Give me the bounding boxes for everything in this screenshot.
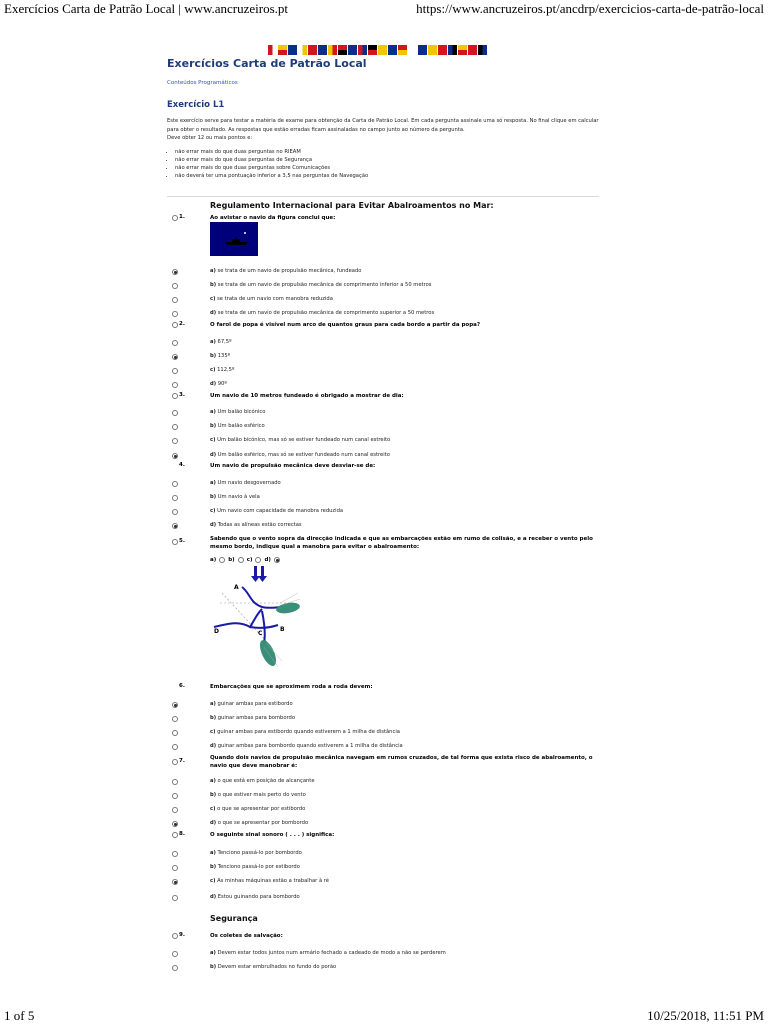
question-status-radio <box>172 933 178 939</box>
signal-flag <box>278 45 287 55</box>
option-letter: b) <box>210 282 217 288</box>
signal-flag <box>418 45 427 55</box>
signal-flag <box>458 45 467 55</box>
signal-flag <box>478 45 487 55</box>
question-number: 7. <box>179 758 185 764</box>
option-letter: b) <box>210 353 217 359</box>
question-row <box>0 754 768 774</box>
answer-radio[interactable] <box>172 410 178 416</box>
option-label: Tenciono passá-lo por estibordo <box>217 864 300 870</box>
answer-radio[interactable] <box>172 730 178 736</box>
print-timestamp: 10/25/2018, 11:51 PM <box>647 1008 764 1023</box>
answer-option-text <box>210 864 300 870</box>
question-status-radio <box>172 322 178 328</box>
answer-option[interactable] <box>0 522 768 534</box>
option-label: Um navio desgovernado <box>217 480 281 486</box>
answer-radio[interactable] <box>172 807 178 813</box>
category-title-seguranca: Segurança <box>210 914 258 923</box>
option-label: se trata de um navio de propulsão mecânica, fundeado <box>217 268 362 274</box>
answer-option[interactable] <box>0 792 768 804</box>
answer-option[interactable] <box>0 339 768 351</box>
option-label: se trata de um navio de propulsão mecânica de comprimento inferior a 50 metros <box>217 282 432 288</box>
option-letter: a) <box>210 480 216 486</box>
question-row <box>0 683 768 695</box>
option-letter: a) <box>210 268 216 274</box>
answer-option-text <box>210 494 260 500</box>
option-label: o que se apresentar por bombordo <box>217 820 309 826</box>
option-letter: c) <box>246 557 253 563</box>
signal-flag <box>338 45 347 55</box>
answer-option-text <box>210 701 293 707</box>
question-number: 5. <box>179 538 185 544</box>
option-letter: d) <box>210 894 217 900</box>
answer-option[interactable] <box>0 353 768 365</box>
option-letter: d) <box>210 310 217 316</box>
label-d: D <box>214 628 219 635</box>
signal-flag <box>298 45 307 55</box>
option-letter: a) <box>210 557 217 563</box>
answer-option-text <box>210 743 403 749</box>
answer-option-text <box>210 268 361 274</box>
answer-option-text <box>210 423 265 429</box>
site-title: Exercícios Carta de Patrão Local <box>167 57 367 70</box>
question-text: Um navio de 10 metros fundeado é obrigado a mostrar de dia: <box>210 393 404 399</box>
option-letter: c) <box>210 367 216 373</box>
answer-option[interactable] <box>0 310 768 322</box>
question-row <box>0 392 768 404</box>
option-letter: b) <box>228 557 235 563</box>
signal-flag <box>288 45 297 55</box>
signal-flag <box>268 45 277 55</box>
rule-item: • não errar mais do que duas perguntas sobre Comunicações <box>175 164 607 172</box>
answer-option[interactable] <box>0 964 768 976</box>
question-number: 8. <box>179 831 185 837</box>
signal-flag <box>388 45 397 55</box>
label-c: C <box>258 630 263 637</box>
answer-option[interactable] <box>0 480 768 492</box>
signal-flag <box>358 45 367 55</box>
signal-flag <box>428 45 437 55</box>
intro-block <box>167 117 607 180</box>
answer-radio[interactable] <box>172 382 178 388</box>
answer-radio[interactable] <box>172 495 178 501</box>
answer-radio[interactable] <box>172 851 178 857</box>
answer-option-text <box>210 729 400 735</box>
option-label: o que estiver mais perto do vento <box>217 792 306 798</box>
option-letter: d) <box>210 743 217 749</box>
answer-radio[interactable] <box>172 340 178 346</box>
answer-radio[interactable] <box>172 702 178 708</box>
question-text: Ao avistar o navio da figura conclui que: <box>210 215 336 221</box>
option-letter: b) <box>210 964 217 970</box>
answer-option-text <box>210 806 305 812</box>
answer-option[interactable] <box>0 806 768 818</box>
question-row <box>0 831 768 843</box>
answer-option[interactable] <box>0 729 768 741</box>
answer-option[interactable] <box>0 850 768 862</box>
question-status-radio <box>172 393 178 399</box>
answer-option-text <box>210 381 227 387</box>
answer-radio[interactable] <box>172 895 178 901</box>
answer-radio[interactable] <box>172 297 178 303</box>
answer-option[interactable] <box>0 423 768 435</box>
answer-option-text <box>210 296 333 302</box>
answer-option[interactable] <box>0 894 768 906</box>
answer-option-text <box>210 878 329 884</box>
option-label: se trata de um navio com manobra reduzida <box>217 296 333 302</box>
option-label: guinar ambas para bombordo quando estiverem a 1 milha de distância <box>217 743 403 749</box>
option-letter: c) <box>210 508 216 514</box>
option-letter: d) <box>264 557 271 563</box>
answer-option-text <box>210 850 302 856</box>
option-label: Devem estar embrulhados no fundo do porão <box>217 964 337 970</box>
answer-option[interactable] <box>0 381 768 393</box>
option-letter: d) <box>210 522 217 528</box>
option-label: 135º <box>217 353 231 359</box>
answer-option-text <box>210 480 281 486</box>
question-number: 9. <box>179 932 185 938</box>
option-label: Um balão bicónico, mas só se estiver fundeado num canal estreito <box>217 437 391 443</box>
option-letter: a) <box>210 950 216 956</box>
signal-flag <box>368 45 377 55</box>
option-label: Tenciono passá-lo por bombordo <box>217 850 302 856</box>
answer-radio[interactable] <box>172 865 178 871</box>
option-label: 67,5º <box>217 339 232 345</box>
answer-radio[interactable] <box>172 821 178 827</box>
signal-flag <box>318 45 327 55</box>
answer-option[interactable] <box>0 878 768 890</box>
option-letter: c) <box>210 296 216 302</box>
option-label: guinar ambas para bombordo <box>217 715 296 721</box>
question-text: Quando dois navios de propulsão mecânica navegam em rumos cruzados, de tal forma que exista risco de abalroamento, o navio que deve manobrar é: <box>210 755 593 769</box>
answer-radio[interactable] <box>172 354 178 360</box>
signal-flag <box>328 45 337 55</box>
option-label: o que se apresentar por estibordo <box>217 806 306 812</box>
print-header-url: https://www.ancruzeiros.pt/ancdrp/exercicios-carta-de-patrão-local <box>416 1 764 16</box>
print-header <box>0 1 768 17</box>
option-letter: b) <box>210 494 217 500</box>
question-text: Os coletes de salvação: <box>210 933 283 939</box>
option-letter: a) <box>210 339 216 345</box>
answer-option-text <box>210 437 390 443</box>
answer-radio[interactable] <box>172 283 178 289</box>
option-letter: b) <box>210 864 217 870</box>
question-row <box>0 535 768 555</box>
option-label: Um navio à vela <box>217 494 260 500</box>
option-letter: d) <box>210 381 217 387</box>
question-text: Embarcações que se aproximem roda a roda devem: <box>210 684 373 690</box>
ship-lights-figure <box>210 222 258 256</box>
maneuver-diagram <box>210 563 300 675</box>
answer-option[interactable] <box>0 715 768 727</box>
signal-flags-banner <box>268 45 487 56</box>
question-row <box>0 321 768 333</box>
option-label: Um balão esférico, mas só se estiver fundeado num canal estreito <box>217 452 390 458</box>
question-number: 3. <box>179 392 185 398</box>
option-letter: a) <box>210 850 216 856</box>
answer-option[interactable] <box>0 950 768 962</box>
print-header-title: Exercícios Carta de Patrão Local | www.ancruzeiros.pt <box>4 1 289 16</box>
option-label: Todas as alíneas estão correctas <box>217 522 302 528</box>
option-letter: d) <box>210 820 217 826</box>
option-letter: b) <box>210 423 217 429</box>
answer-option-text <box>210 778 315 784</box>
option-label: As minhas máquinas estão a trabalhar à ré <box>217 878 329 884</box>
category-title-rieam: Regulamento Internacional para Evitar Abalroamentos no Mar: <box>210 201 494 210</box>
print-footer <box>0 1008 768 1024</box>
signal-flag <box>468 45 477 55</box>
answer-radio[interactable] <box>172 744 178 750</box>
answer-option-text <box>210 353 230 359</box>
answer-radio[interactable] <box>172 453 178 459</box>
answer-option-text <box>210 894 300 900</box>
answer-radio[interactable] <box>172 951 178 957</box>
signal-flag <box>448 45 457 55</box>
answer-option[interactable] <box>0 494 768 506</box>
signal-flag <box>378 45 387 55</box>
answer-radio[interactable] <box>172 879 178 885</box>
answer-option[interactable] <box>0 820 768 832</box>
answer-option[interactable] <box>0 296 768 308</box>
answer-option-text <box>210 522 302 528</box>
answer-radio[interactable] <box>172 269 178 275</box>
option-label: o que está em posição de alcançante <box>217 778 315 784</box>
question-status-radio <box>172 215 178 221</box>
answer-radio[interactable] <box>172 509 178 515</box>
question-row <box>0 932 768 944</box>
option-letter: a) <box>210 778 216 784</box>
option-label: Devem estar todos juntos num armário fechado a cadeado de modo a não se perderem <box>217 950 446 956</box>
divider <box>167 196 599 197</box>
answer-option[interactable] <box>0 437 768 449</box>
answer-option-text <box>210 508 343 514</box>
option-letter: c) <box>210 878 216 884</box>
answer-option[interactable] <box>0 778 768 790</box>
option-letter: c) <box>210 437 216 443</box>
option-label: guinar ambas para estibordo quando estiverem a 1 milha de distância <box>217 729 400 735</box>
answer-option-text <box>210 367 234 373</box>
answer-option[interactable] <box>0 864 768 876</box>
answer-option-text <box>210 792 306 798</box>
rule-item: • não deverá ter uma pontuação inferior a 3,5 nas perguntas de Navegação <box>175 172 607 180</box>
answer-option-text <box>210 409 265 415</box>
answer-radio[interactable] <box>172 716 178 722</box>
answer-option[interactable] <box>0 508 768 520</box>
answer-radio[interactable] <box>172 965 178 971</box>
option-label: Estou guinando para bombordo <box>217 894 300 900</box>
option-label: guinar ambas para estibordo <box>217 701 293 707</box>
signal-flag <box>308 45 317 55</box>
signal-flag <box>438 45 447 55</box>
answer-radio[interactable] <box>172 779 178 785</box>
answer-option[interactable] <box>0 367 768 379</box>
option-label: Um navio com capacidade de manobra reduzida <box>217 508 344 514</box>
signal-flag <box>348 45 357 55</box>
answer-option-text <box>210 820 308 826</box>
rules-list <box>175 148 607 180</box>
option-label: 112,5º <box>217 367 235 373</box>
question-number: 1. <box>179 214 185 220</box>
answer-radio[interactable] <box>172 481 178 487</box>
option-letter: a) <box>210 409 216 415</box>
intro-text: Este exercício serve para testar a matéria de exame para obtenção da Carta de Patrão Local. Em cada pergunta assinale uma só resposta. No final clique em calcular para obter o resultado. As respostas que estão erradas ficam assinaladas no campo junto ao número da pergunta. <box>167 118 599 133</box>
answer-radio[interactable] <box>172 523 178 529</box>
answer-option[interactable] <box>0 282 768 294</box>
option-letter: b) <box>210 715 217 721</box>
answer-option-text <box>210 950 446 956</box>
answer-radio[interactable] <box>172 793 178 799</box>
question-status-radio <box>172 539 178 545</box>
question-number: 6. <box>179 683 185 689</box>
answer-radio[interactable] <box>172 368 178 374</box>
question-row <box>0 214 768 226</box>
answer-option-text <box>210 339 232 345</box>
page-title: Exercício L1 <box>167 100 225 110</box>
question-text: O farol de popa é visível num arco de quantos graus para cada bordo a partir da popa? <box>210 322 481 328</box>
page-count: 1 of 5 <box>4 1008 35 1023</box>
option-letter: a) <box>210 701 216 707</box>
answer-option[interactable] <box>0 268 768 280</box>
question-text: Um navio de propulsão mecânica deve desviar-se de: <box>210 463 376 469</box>
option-label: se trata de um navio de propulsão mecânica de comprimento superior a 50 metros <box>217 310 435 316</box>
answer-option-text <box>210 452 390 458</box>
answer-option[interactable] <box>0 701 768 713</box>
answer-radio[interactable] <box>172 424 178 430</box>
label-b: B <box>280 626 285 633</box>
answer-option[interactable] <box>0 452 768 464</box>
question-number: 2. <box>179 321 185 327</box>
label-a: A <box>234 584 239 591</box>
option-label: Um balão bicónico <box>217 409 266 415</box>
intro-requirement: Deve obter 12 ou mais pontos e: <box>167 135 253 141</box>
answer-option-text <box>210 282 431 288</box>
breadcrumb-link[interactable]: Conteúdos Programáticos <box>167 80 238 86</box>
question-text: Sabendo que o vento sopra da direcção indicada e que as embarcações estão em rumo de colisão, e a receber o vento pelo mesmo bordo, indique qual a manobra para evitar o abalroamento: <box>210 536 593 550</box>
signal-flag <box>398 45 407 55</box>
option-letter: b) <box>210 792 217 798</box>
question-status-radio <box>172 832 178 838</box>
answer-option-text <box>210 964 336 970</box>
answer-radio[interactable] <box>172 438 178 444</box>
answer-option[interactable] <box>0 743 768 755</box>
option-letter: d) <box>210 452 217 458</box>
question-number: 4. <box>179 462 185 468</box>
option-label: 90º <box>217 381 227 387</box>
rule-item: • não errar mais do que duas perguntas no RIEAM <box>175 148 607 156</box>
option-label: Um balão esférico <box>217 423 265 429</box>
answer-radio[interactable] <box>172 311 178 317</box>
signal-flag <box>408 45 417 55</box>
option-letter: c) <box>210 806 216 812</box>
option-letter: c) <box>210 729 216 735</box>
rule-item: • não errar mais do que duas perguntas de Segurança <box>175 156 607 164</box>
answer-option-text <box>210 715 295 721</box>
question-text: O seguinte sinal sonoro ( . . . ) significa: <box>210 832 335 838</box>
question-status-radio <box>172 759 178 765</box>
answer-option[interactable] <box>0 409 768 421</box>
answer-option-text <box>210 310 434 316</box>
